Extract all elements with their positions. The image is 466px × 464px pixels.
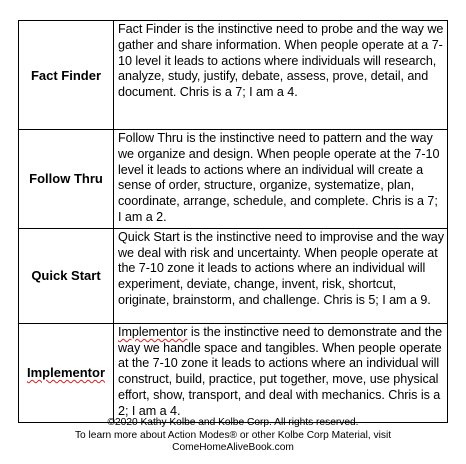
row-description-quick-start: Quick Start is the instinctive need to improvise and the way we deal with risk and uncertainty. When people operate at the 7-10 zone it leads to actions where an individual will experiment, deviate, change, invent, risk, shortcut, originate, brainstorm, and challenge. Chris is 5; I am a 9. [114,228,448,323]
row-description-follow-thru: Follow Thru is the instinctive need to pattern and the way we organize and design. When people operate at the 7-10 level it leads to actions where an individual will create a sense of order, structure, organize, systematize, plan, coordinate, arrange, schedule, and complete. Chris is a 7; I am a 2. [114,130,448,229]
row-label-quick-start: Quick Start [19,228,114,323]
table-row [19,228,448,323]
footer-website-link[interactable]: ComeHomeAliveBook.com [172,442,294,454]
row-label-follow-thru: Follow Thru [19,130,114,229]
row-label-fact-finder: Fact Finder [19,21,114,130]
table-row [19,130,448,229]
row-label-text: Implementor [26,365,105,381]
row-label-implementor [19,323,114,422]
footer-copyright-line: ©2020 Kathy Kolbe and Kolbe Corp. All rights reserved. [107,417,359,428]
table-row [19,21,448,130]
description-rest: is the instinctive need to demonstrate and the way we handle space and tangibles. When people operate at the 7-10 zone it leads to actions where an individual will construct, build, practice, put together, move, use physical effort, show, transport, and deal with mechanics. Chris is a 2; I am a 4. [118,324,443,418]
description-first-word: Implementor [118,324,188,339]
action-modes-table [18,20,448,423]
row-description-implementor [114,323,448,422]
copyright-footer [0,417,466,455]
footer-info-line: To learn more about Action Modes® or other Kolbe Corp Material, visit [74,429,392,441]
table-row [19,323,448,422]
row-description-fact-finder: Fact Finder is the instinctive need to probe and the way we gather and share information. When people operate at a 7-10 level it leads to actions where individuals will research, analyze, study, justify, debate, assess, prove, detail, and document. Chris is a 7; I am a 4. [114,21,448,130]
